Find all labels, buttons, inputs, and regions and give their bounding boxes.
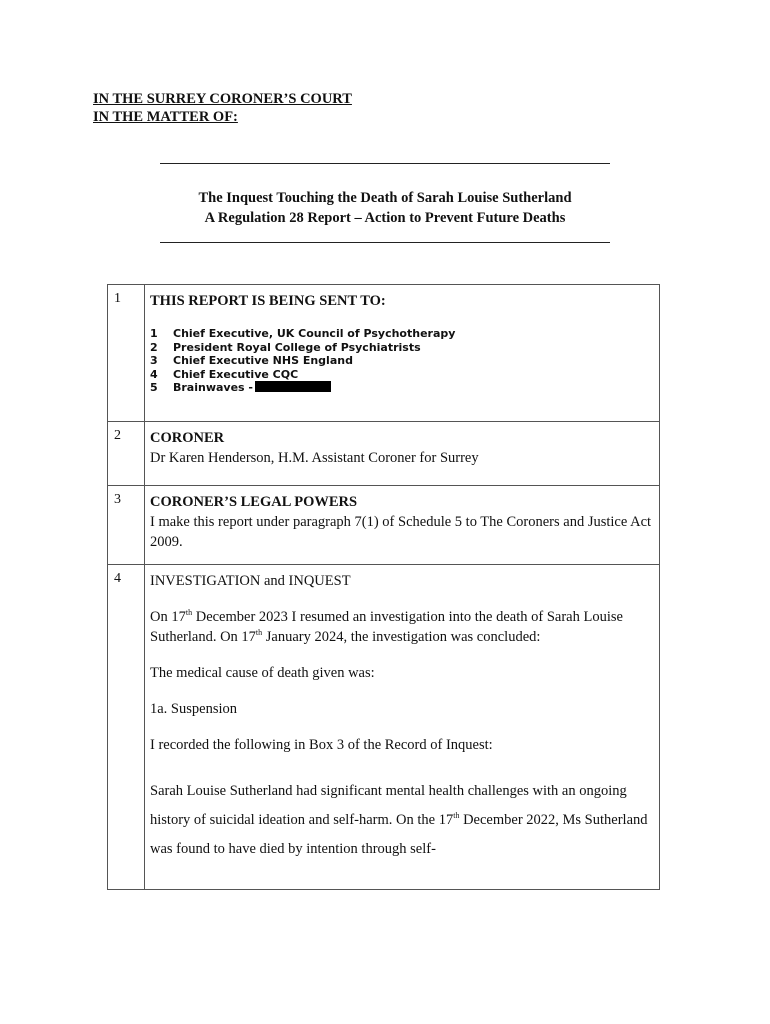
section-title: THIS REPORT IS BEING SENT TO: xyxy=(150,293,386,309)
court-name: IN THE SURREY CORONER’S COURT xyxy=(93,91,352,107)
recipient-item xyxy=(150,327,653,341)
recipient-number: 1 xyxy=(150,327,158,340)
section-recipients xyxy=(108,285,660,422)
recipient-text: Chief Executive CQC xyxy=(173,367,299,381)
report-table xyxy=(107,284,660,890)
redaction-bar xyxy=(255,381,331,392)
section-title: CORONER’S LEGAL POWERS xyxy=(150,494,358,510)
cause-of-death: 1a. Suspension xyxy=(150,701,237,717)
recipient-number: 4 xyxy=(150,367,158,381)
court-header xyxy=(93,90,352,126)
recipient-text: Brainwaves - xyxy=(173,381,253,394)
section-number: 4 xyxy=(108,565,145,890)
record-intro: I recorded the following in Box 3 of the Record of Inquest: xyxy=(150,737,493,753)
recipient-text: Chief Executive NHS England xyxy=(173,354,353,367)
recipient-item xyxy=(150,381,653,395)
section-content xyxy=(145,565,660,890)
legal-powers-text: I make this report under paragraph 7(1) of Schedule 5 to The Coroners and Justice Act 2009. xyxy=(150,514,652,550)
investigation-paragraph: On 17th December 2023 I resumed an investigation into the death of Sarah Louise Sutherland. On 17th January 2024, the investigation was concluded: xyxy=(150,608,623,645)
coroner-name: Dr Karen Henderson, H.M. Assistant Coroner for Surrey xyxy=(150,450,479,466)
section-content xyxy=(145,422,660,486)
section-number: 2 xyxy=(108,422,145,486)
section-title: INVESTIGATION and INQUEST xyxy=(150,573,351,589)
title-rule-bottom xyxy=(160,242,610,243)
report-title xyxy=(160,188,610,228)
title-line-1: The Inquest Touching the Death of Sarah Louise Sutherland xyxy=(198,190,572,206)
recipient-number: 5 xyxy=(150,381,158,394)
matter-label: IN THE MATTER OF: xyxy=(93,109,238,125)
section-title: CORONER xyxy=(150,430,225,446)
recipient-number: 3 xyxy=(150,354,158,367)
section-content xyxy=(145,486,660,565)
section-investigation xyxy=(108,565,660,890)
recipient-list xyxy=(150,327,653,395)
section-number: 1 xyxy=(108,285,145,422)
recipient-item xyxy=(150,354,653,368)
record-text: Sarah Louise Sutherland had significant mental health challenges with an ongoing history of suicidal ideation and self-harm. On the 17th December 2022, Ms Sutherland was found to have died by intention through self- xyxy=(150,783,648,857)
section-coroner xyxy=(108,422,660,486)
title-rule-top xyxy=(160,163,610,164)
recipient-text: Chief Executive, UK Council of Psychotherapy xyxy=(173,327,456,340)
recipient-item xyxy=(150,368,653,382)
recipient-number: 2 xyxy=(150,340,158,354)
recipient-text: President Royal College of Psychiatrists xyxy=(173,340,421,354)
section-content xyxy=(145,285,660,422)
section-legal-powers xyxy=(108,486,660,565)
title-line-2: A Regulation 28 Report – Action to Prevent Future Deaths xyxy=(204,210,566,226)
cause-of-death-intro: The medical cause of death given was: xyxy=(150,665,375,681)
section-number: 3 xyxy=(108,486,145,565)
recipient-item xyxy=(150,341,653,355)
